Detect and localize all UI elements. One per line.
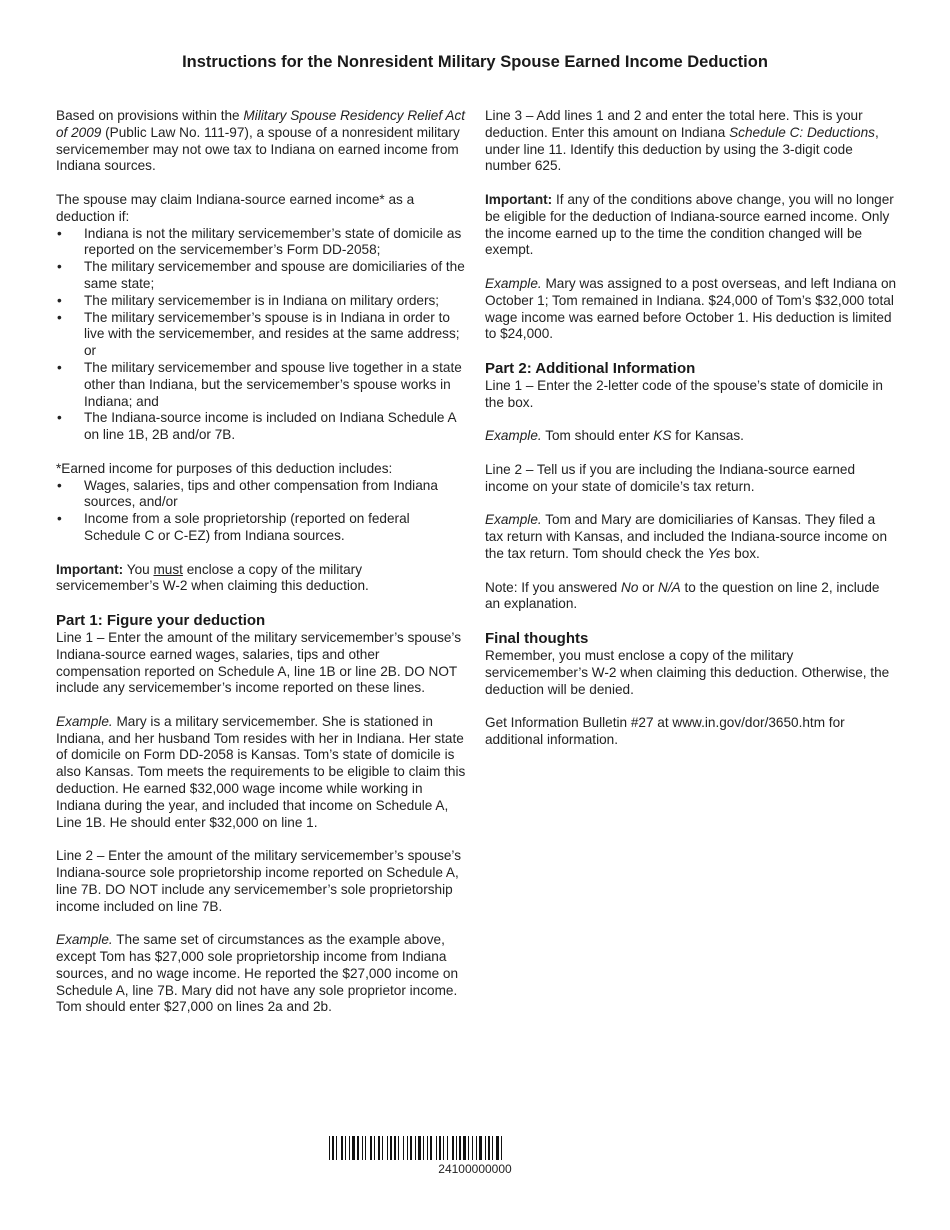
barcode-bar [447,1136,448,1160]
barcode-bar [374,1136,375,1160]
barcode-bar [501,1136,502,1160]
example-wage: Example. Mary is a military servicemember. She is stationed in Indiana, and her husband Tom resides with her in Indiana. Her state of domicile on Form DD-2058 is Kansas. Tom’s state of domicile is also Kansas. Tom meets the requirements to be eligible to claim this deduction. He earned $32,000 wage income while working in Indiana during the year, and included that income on Schedule A, Line 1B. He should enter $32,000 on line 1. [56,713,466,830]
barcode-bar [403,1136,404,1160]
list-item: • Indiana is not the military servicemember’s state of domicile as reported on the servicemember’s Form DD-2058; [56,226,466,260]
barcode-bar [370,1136,372,1160]
list-item: • Income from a sole proprietorship (reported on federal Schedule C or C-EZ) from Indiana sources. [56,511,466,545]
barcode-bar [463,1136,466,1160]
final-thoughts-heading: Final thoughts [485,629,589,647]
example-overseas: Example. Mary was assigned to a post overseas, and left Indiana on October 1; Tom remained in Indiana. $24,000 of Tom’s $32,000 total wage income was earned before October 1. His deduction is limited to $24,000. [485,275,897,342]
earned-income-intro: *Earned income for purposes of this deduction includes: [56,460,393,476]
barcode-bar [496,1136,499,1160]
barcode-bar [349,1136,350,1160]
example-domicile-return: Example. Tom and Mary are domiciliaries of Kansas. They filed a tax return with Kansas, and included the Indiana-source income on the tax return. Tom should check the Yes box. [485,512,888,561]
claim-intro: The spouse may claim Indiana-source earned income* as a deduction if: [56,191,415,224]
part1-line1: Line 1 – Enter the amount of the military servicemember’s spouse’s Indiana-source earned wages, salaries, tips and other compensation reported on Schedule A, line 1B or line 2B. DO NOT include any servicemember’s income reported on these lines. [56,629,461,696]
earned-income-list [56,478,466,545]
right-column [485,108,897,765]
barcode-bar [488,1136,490,1160]
example-state-code: Example. Tom should enter KS for Kansas. [485,428,744,444]
barcode-number: 24100000000 [438,1162,512,1176]
barcode-bar [345,1136,346,1160]
list-item: • The military servicemember and spouse live together in a state other than Indiana, but the servicemember’s spouse works in Indiana; and [56,360,466,410]
important-notice: Important: You must enclose a copy of the military servicemember’s W-2 when claiming this deduction. [56,561,369,594]
barcode-bar [357,1136,359,1160]
part2-line2: Line 2 – Tell us if you are including the Indiana-source earned income on your state of domicile’s tax return. [485,461,856,494]
barcode-bar [387,1136,388,1160]
important-conditions-change: Important: If any of the conditions above change, you will no longer be eligible for the deduction of Indiana-source earned income. Only the income earned up to the time the condition changed will be exempt. [485,191,894,258]
barcode-bar [472,1136,473,1160]
barcode-bar [329,1136,330,1160]
list-item: • The military servicemember’s spouse is in Indiana in order to live with the servicemember, and resides at the same address; or [56,310,466,360]
bulletin-reference: Get Information Bulletin #27 at www.in.gov/dor/3650.htm for additional information. [485,715,845,747]
barcode-bar [476,1136,477,1160]
barcode-bar [439,1136,441,1160]
barcode-bar [332,1136,334,1160]
barcode-bar [341,1136,343,1160]
list-item: • The military servicemember is in Indiana on military orders; [56,293,466,310]
part2-line1: Line 1 – Enter the 2-letter code of the spouse’s state of domicile in the box. [485,377,883,410]
intro-paragraph: Based on provisions within the Military Spouse Residency Relief Act of 2009 (Public Law No. 111-97), a spouse of a nonresident military servicemember may not owe tax to Indiana on earned income from Indiana sources. [56,108,466,174]
barcode-bar [430,1136,432,1160]
list-item: • Wages, salaries, tips and other compensation from Indiana sources, and/or [56,478,466,512]
barcode-bar [336,1136,337,1160]
explanation-note: Note: If you answered No or N/A to the question on line 2, include an explanation. [485,579,880,612]
list-item: • The Indiana-source income is included on Indiana Schedule A on line 1B, 2B and/or 7B. [56,410,466,444]
barcode-block [0,1136,950,1176]
barcode-bar [390,1136,392,1160]
barcode-bar [362,1136,363,1160]
barcode-bar [459,1136,461,1160]
barcode-bar [365,1136,366,1160]
barcode-bar [352,1136,355,1160]
left-column [56,108,466,1033]
barcode-bar [394,1136,396,1160]
barcode-bar [378,1136,380,1160]
barcode-bar [410,1136,412,1160]
barcode-graphic [329,1136,621,1160]
barcode-bar [418,1136,421,1160]
barcode-bar [492,1136,493,1160]
barcode-bar [456,1136,457,1160]
barcode-bar [468,1136,469,1160]
part1-heading: Part 1: Figure your deduction [56,611,266,629]
final-thoughts-text: Remember, you must enclose a copy of the military servicemember’s W-2 when claiming this deduction. Otherwise, the deduction will be denied. [485,647,890,697]
barcode-bar [479,1136,482,1160]
barcode-bar [443,1136,444,1160]
list-item: • The military servicemember and spouse are domiciliaries of the same state; [56,259,466,293]
part1-line3: Line 3 – Add lines 1 and 2 and enter the total here. This is your deduction. Enter this amount on Indiana Schedule C: Deductions, under line 11. Identify this deduction by using the 3-digit code number 625. [485,108,879,174]
barcode-bar [398,1136,399,1160]
barcode-bar [407,1136,408,1160]
part2-heading: Part 2: Additional Information [485,359,696,377]
part1-line2: Line 2 – Enter the amount of the military servicemember’s spouse’s Indiana-source sole proprietorship income reported on Schedule A, line 7B. DO NOT include any servicemember’s sole proprietorship income included on line 7B. [56,848,461,914]
barcode-bar [415,1136,416,1160]
example-proprietorship: Example. The same set of circumstances as the example above, except Tom has $27,000 sole proprietorship income from Indiana sources, and no wage income. He reported the $27,000 income on Schedule A, line 7B. Mary did not have any sole proprietor income. Tom should enter $27,000 on lines 2a and 2b. [56,932,459,1015]
conditions-list [56,226,466,444]
barcode-bar [436,1136,437,1160]
barcode-bar [427,1136,428,1160]
page-title: Instructions for the Nonresident Military Spouse Earned Income Deduction [182,53,768,71]
barcode-bar [423,1136,424,1160]
barcode-bar [485,1136,486,1160]
barcode-bar [382,1136,383,1160]
barcode-bar [452,1136,454,1160]
